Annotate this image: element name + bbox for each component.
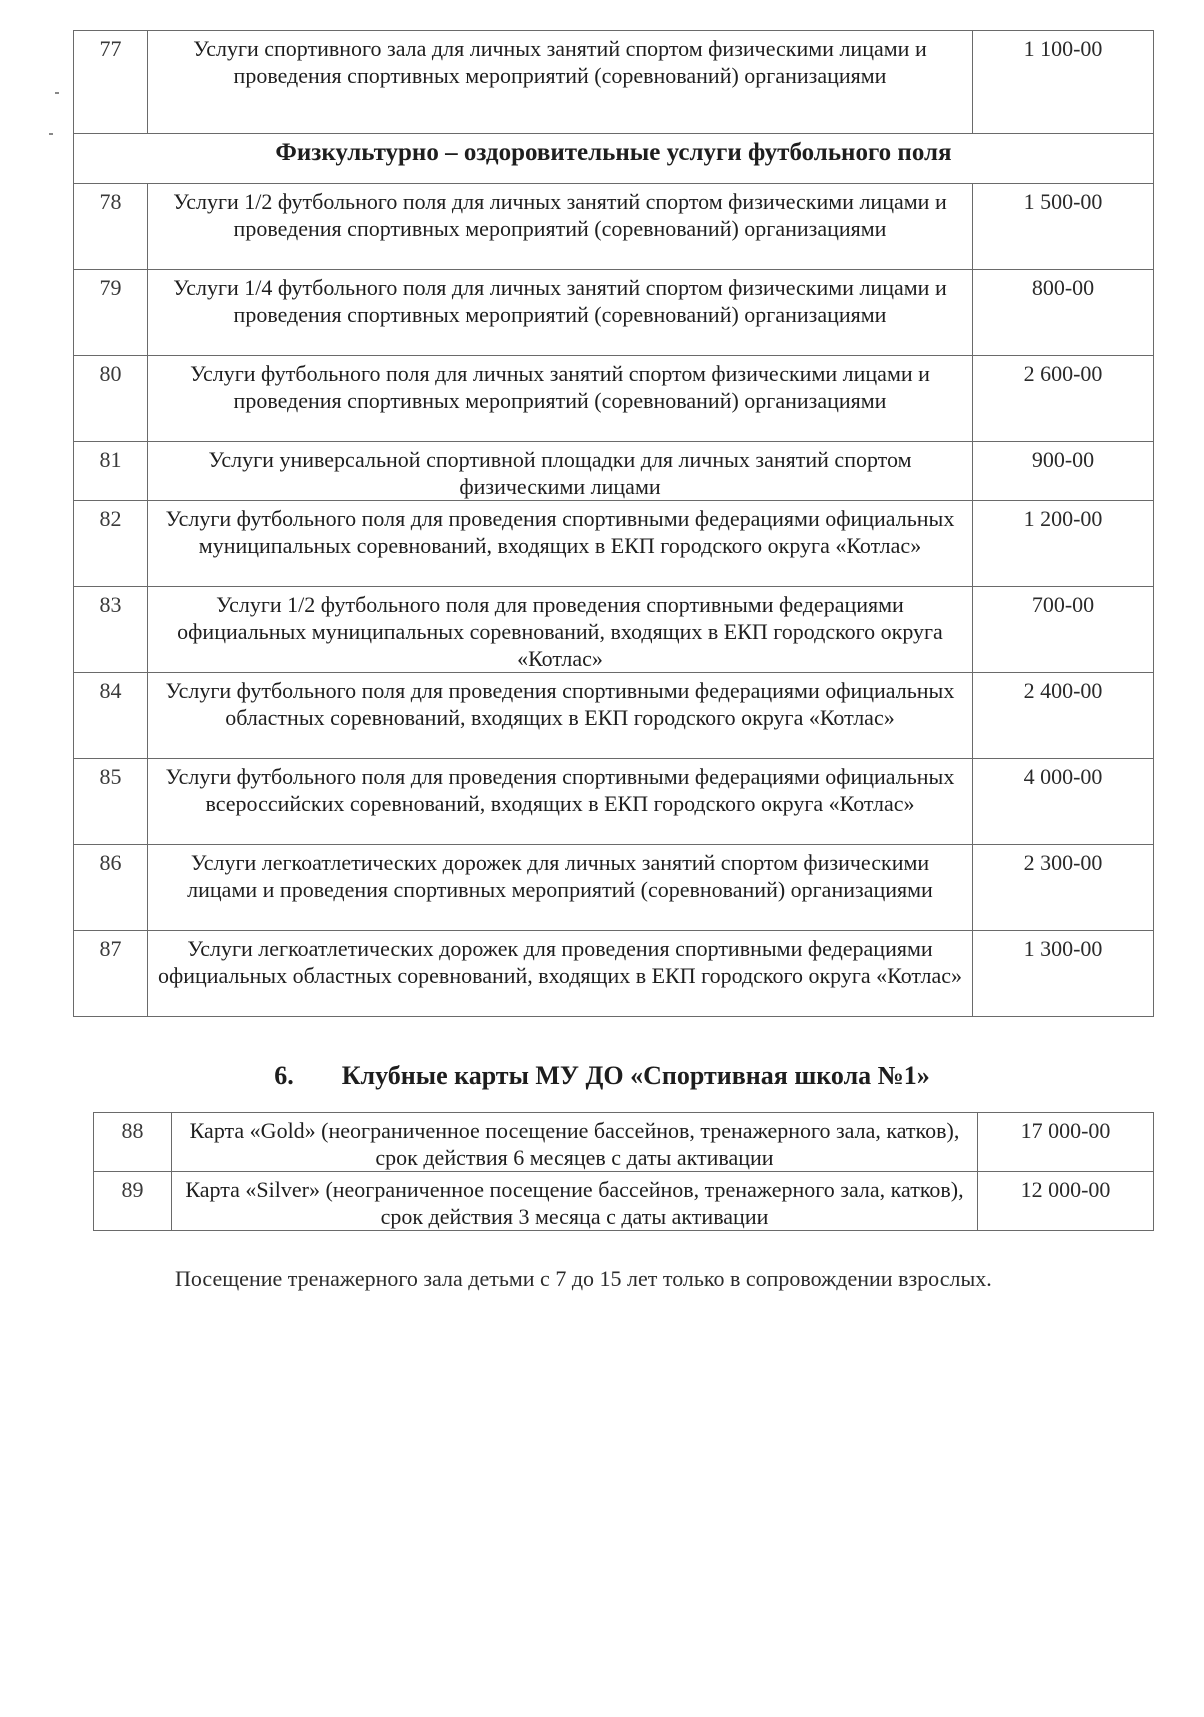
row-number: 77 [74, 31, 148, 134]
table-row [74, 31, 1154, 134]
table-row [74, 356, 1154, 442]
service-description: Услуги футбольного поля для проведения спортивными федерациями официальных всероссийских соревнований, входящих в ЕКП городского округа «Котлас» [148, 759, 973, 845]
service-price: 4 000-00 [973, 759, 1154, 845]
section-row [74, 134, 1154, 184]
section-title: Физкультурно – оздоровительные услуги футбольного поля [74, 134, 1154, 184]
scan-speck [55, 92, 59, 94]
table-row [74, 931, 1154, 1017]
service-price: 1 500-00 [973, 184, 1154, 270]
table-row [74, 673, 1154, 759]
service-description: Карта «Gold» (неограниченное посещение бассейнов, тренажерного зала, катков), срок действия 6 месяцев с даты активации [172, 1113, 978, 1172]
service-price: 700-00 [973, 587, 1154, 673]
service-description: Услуги легкоатлетических дорожек для проведения спортивными федерациями официальных областных соревнований, входящих в ЕКП городского округа «Котлас» [148, 931, 973, 1017]
table-row [74, 587, 1154, 673]
table-row [74, 442, 1154, 501]
row-number: 84 [74, 673, 148, 759]
service-description: Услуги универсальной спортивной площадки для личных занятий спортом физическими лицами [148, 442, 973, 501]
service-price: 1 300-00 [973, 931, 1154, 1017]
row-number: 82 [74, 501, 148, 587]
service-price: 900-00 [973, 442, 1154, 501]
service-price: 2 600-00 [973, 356, 1154, 442]
club-cards-rows [94, 1113, 1154, 1231]
football-services-rows [74, 184, 1154, 1017]
service-price: 2 400-00 [973, 673, 1154, 759]
row-number: 86 [74, 845, 148, 931]
services-table [73, 30, 1154, 1017]
service-price: 1 100-00 [973, 31, 1154, 134]
table-row [94, 1172, 1154, 1231]
table-row [74, 845, 1154, 931]
section-heading-title: Клубные карты МУ ДО «Спортивная школа №1» [341, 1061, 930, 1090]
row-number: 87 [74, 931, 148, 1017]
service-price: 1 200-00 [973, 501, 1154, 587]
service-price: 2 300-00 [973, 845, 1154, 931]
service-description: Услуги 1/4 футбольного поля для личных занятий спортом физическими лицами и проведения спортивных мероприятий (соревнований) организациями [148, 270, 973, 356]
footnote: Посещение тренажерного зала детьми с 7 до 15 лет только в сопровождении взрослых. [175, 1266, 992, 1291]
table-row [74, 501, 1154, 587]
row-number: 81 [74, 442, 148, 501]
row-number: 88 [94, 1113, 172, 1172]
service-description: Услуги 1/2 футбольного поля для личных занятий спортом физическими лицами и проведения спортивных мероприятий (соревнований) организациями [148, 184, 973, 270]
service-description: Услуги футбольного поля для проведения спортивными федерациями официальных областных соревнований, входящих в ЕКП городского округа «Котлас» [148, 673, 973, 759]
service-description: Услуги футбольного поля для личных занятий спортом физическими лицами и проведения спортивных мероприятий (соревнований) организациями [148, 356, 973, 442]
scan-speck [49, 133, 53, 135]
service-price: 12 000-00 [978, 1172, 1154, 1231]
section-heading [0, 1061, 1204, 1091]
table-row [94, 1113, 1154, 1172]
row-number: 79 [74, 270, 148, 356]
table-row [74, 759, 1154, 845]
row-number: 80 [74, 356, 148, 442]
service-description: Услуги легкоатлетических дорожек для личных занятий спортом физическими лицами и проведения спортивных мероприятий (соревнований) организациями [148, 845, 973, 931]
service-description: Услуги футбольного поля для проведения спортивными федерациями официальных муниципальных соревнований, входящих в ЕКП городского округа «Котлас» [148, 501, 973, 587]
service-description: Карта «Silver» (неограниченное посещение бассейнов, тренажерного зала, катков), срок действия 3 месяца с даты активации [172, 1172, 978, 1231]
row-number: 83 [74, 587, 148, 673]
row-number: 85 [74, 759, 148, 845]
club-cards-table [93, 1112, 1154, 1231]
row-number: 89 [94, 1172, 172, 1231]
service-description: Услуги 1/2 футбольного поля для проведения спортивными федерациями официальных муниципальных соревнований, входящих в ЕКП городского округа «Котлас» [148, 587, 973, 673]
service-description: Услуги спортивного зала для личных занятий спортом физическими лицами и проведения спортивных мероприятий (соревнований) организациями [148, 31, 973, 134]
row-number: 78 [74, 184, 148, 270]
table-row [74, 184, 1154, 270]
service-price: 800-00 [973, 270, 1154, 356]
section-number: 6. [274, 1061, 294, 1090]
service-price: 17 000-00 [978, 1113, 1154, 1172]
table-row [74, 270, 1154, 356]
